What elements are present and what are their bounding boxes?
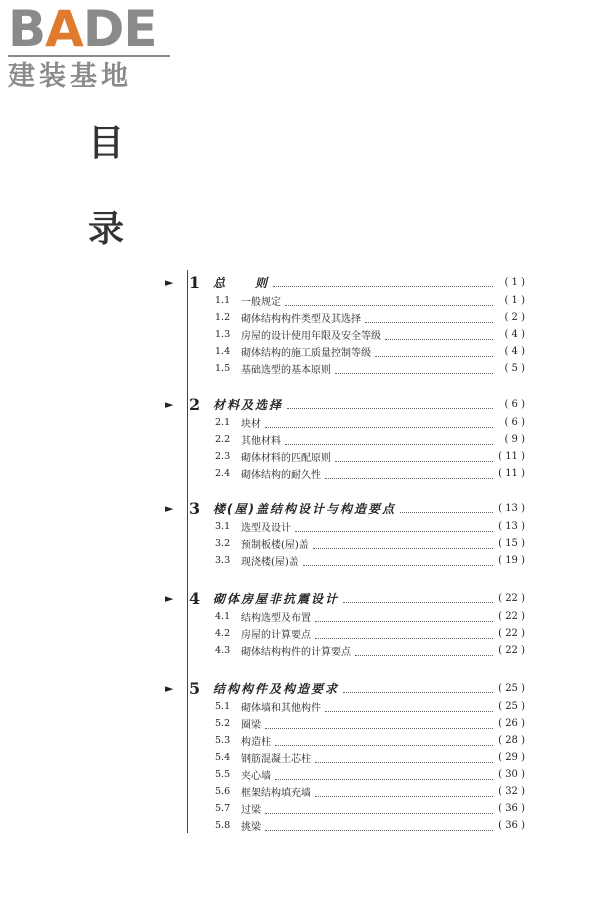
section-number: 5.7 [215, 803, 231, 814]
page-number: ( 22 ) [498, 645, 525, 656]
page-number: ( 25 ) [498, 682, 525, 694]
page-number: ( 22 ) [498, 628, 525, 639]
chapter-number: 1 [189, 272, 201, 292]
page-number: ( 1 ) [504, 295, 525, 306]
section-title: 预制板楼(屋)盖 [241, 540, 309, 551]
arrow-right-icon: ► [165, 681, 174, 695]
section-title: 一般规定 [241, 297, 281, 308]
section-title: 砌体结构的施工质量控制等级 [241, 348, 371, 359]
toc-section-row[interactable] [165, 698, 525, 715]
toc-section-row[interactable] [165, 431, 525, 448]
section-number: 1.5 [215, 363, 231, 374]
toc-section-row[interactable] [165, 732, 525, 749]
page-number: ( 36 ) [498, 803, 525, 814]
leader-dots [265, 821, 493, 831]
logo-letter-a-accent: A [45, 0, 83, 58]
section-number: 5.1 [215, 701, 231, 712]
toc-section-row[interactable] [165, 642, 525, 659]
leader-dots [285, 296, 493, 306]
page-number: ( 4 ) [504, 329, 525, 340]
section-title: 其他材料 [241, 436, 281, 447]
leader-dots [375, 347, 493, 357]
section-title: 构造柱 [241, 737, 271, 748]
section-title: 砌体墙和其他构件 [241, 703, 321, 714]
section-title: 块材 [241, 419, 261, 430]
leader-dots [295, 522, 493, 532]
page-number: ( 13 ) [498, 521, 525, 532]
leader-dots [273, 277, 493, 287]
leader-dots [325, 469, 493, 479]
logo-letter-b: B [8, 0, 46, 58]
section-number: 5.6 [215, 786, 231, 797]
leader-dots [315, 753, 493, 763]
toc-section-row[interactable] [165, 309, 525, 326]
section-title: 挑梁 [241, 822, 261, 833]
leader-dots [287, 399, 493, 409]
section-title: 砌体结构构件的计算要点 [241, 647, 351, 658]
leader-dots [325, 702, 493, 712]
section-number: 5.3 [215, 735, 231, 746]
page-number: ( 6 ) [504, 417, 525, 428]
toc-chapter-row[interactable] [165, 394, 525, 414]
section-title: 钢筋混凝土芯柱 [241, 754, 311, 765]
leader-dots [315, 612, 493, 622]
logo-subtitle: 建装基地 [8, 61, 132, 92]
page-number: ( 25 ) [498, 701, 525, 712]
page-number: ( 4 ) [504, 346, 525, 357]
section-number: 2.4 [215, 468, 231, 479]
section-title: 砌体材料的匹配原则 [241, 453, 331, 464]
toc-section-row[interactable] [165, 326, 525, 343]
section-title: 房屋的设计使用年限及安全等级 [241, 331, 381, 342]
chapter-title: 砌体房屋非抗震设计 [213, 591, 340, 606]
section-title: 结构选型及布置 [241, 613, 311, 624]
page-number: ( 29 ) [498, 752, 525, 763]
toc-chapter [165, 588, 525, 659]
bade-logo [8, 0, 178, 93]
heading-char-lu: 录 [88, 209, 125, 250]
page-number: ( 22 ) [498, 611, 525, 622]
page-number: ( 19 ) [498, 555, 525, 566]
logo-wordmark [8, 0, 178, 58]
chapter-number: 4 [189, 588, 201, 608]
section-number: 5.2 [215, 718, 231, 729]
leader-dots [315, 629, 493, 639]
page-number: ( 30 ) [498, 769, 525, 780]
toc-section-row[interactable] [165, 414, 525, 431]
leader-dots [335, 364, 493, 374]
section-number: 4.2 [215, 628, 231, 639]
toc-section-row[interactable] [165, 766, 525, 783]
page-number: ( 13 ) [498, 502, 525, 514]
page-number: ( 28 ) [498, 735, 525, 746]
toc-chapter-row[interactable] [165, 498, 525, 518]
toc-chapter-row[interactable] [165, 588, 525, 608]
leader-dots [365, 313, 493, 323]
toc-chapter [165, 678, 525, 834]
section-title: 砌体结构构件类型及其选择 [241, 314, 361, 325]
toc-section-row[interactable] [165, 800, 525, 817]
toc-section-row[interactable] [165, 817, 525, 834]
section-title: 框架结构填充墙 [241, 788, 311, 799]
page-number: ( 6 ) [504, 398, 525, 410]
section-title: 过梁 [241, 805, 261, 816]
toc-section-row[interactable] [165, 625, 525, 642]
toc-section-row[interactable] [165, 292, 525, 309]
toc-section-row[interactable] [165, 783, 525, 800]
page-number: ( 32 ) [498, 786, 525, 797]
toc-chapter-row[interactable] [165, 678, 525, 698]
section-number: 5.8 [215, 820, 231, 831]
leader-dots [385, 330, 493, 340]
section-title: 现浇楼(屋)盖 [241, 557, 299, 568]
leader-dots [265, 719, 493, 729]
section-number: 3.2 [215, 538, 231, 549]
chapter-title: 楼(屋)盖结构设计与构造要点 [213, 501, 396, 516]
section-number: 5.4 [215, 752, 231, 763]
page-number: ( 22 ) [498, 592, 525, 604]
section-number: 1.3 [215, 329, 231, 340]
leader-dots [343, 683, 493, 693]
chapter-number: 2 [189, 394, 201, 414]
section-number: 1.2 [215, 312, 231, 323]
leader-dots [343, 593, 493, 603]
section-number: 3.1 [215, 521, 231, 532]
toc-chapter [165, 272, 525, 377]
leader-dots [303, 556, 493, 566]
toc-section-row[interactable] [165, 749, 525, 766]
toc-section-row[interactable] [165, 360, 525, 377]
section-number: 5.5 [215, 769, 231, 780]
page-number: ( 1 ) [504, 276, 525, 288]
leader-dots [265, 804, 493, 814]
toc-section-row[interactable] [165, 715, 525, 732]
leader-dots [275, 770, 493, 780]
leader-dots [315, 787, 493, 797]
section-number: 1.1 [215, 295, 231, 306]
toc-section-row[interactable] [165, 518, 525, 535]
arrow-right-icon: ► [165, 591, 174, 605]
page-number: ( 11 ) [498, 451, 525, 462]
section-title: 圈梁 [241, 720, 261, 731]
toc-section-row[interactable] [165, 608, 525, 625]
section-number: 4.3 [215, 645, 231, 656]
toc-section-row[interactable] [165, 343, 525, 360]
arrow-right-icon: ► [165, 501, 174, 515]
section-number: 1.4 [215, 346, 231, 357]
toc-section-row[interactable] [165, 448, 525, 465]
section-title: 房屋的计算要点 [241, 630, 311, 641]
chapter-number: 3 [189, 498, 201, 518]
section-number: 2.1 [215, 417, 231, 428]
toc-section-row[interactable] [165, 552, 525, 569]
toc-chapter [165, 394, 525, 482]
arrow-right-icon: ► [165, 397, 174, 411]
section-title: 基础选型的基本原则 [241, 365, 331, 376]
leader-dots [313, 539, 493, 549]
logo-letters-de: DE [82, 0, 157, 58]
toc-section-row[interactable] [165, 535, 525, 552]
page-number: ( 5 ) [504, 363, 525, 374]
toc-chapter-row[interactable] [165, 272, 525, 292]
leader-dots [275, 736, 493, 746]
chapter-title: 结构构件及构造要求 [213, 681, 340, 696]
section-title: 选型及设计 [241, 523, 291, 534]
page-number: ( 9 ) [504, 434, 525, 445]
leader-dots [265, 418, 493, 428]
page-number: ( 36 ) [498, 820, 525, 831]
leader-dots [335, 452, 493, 462]
leader-dots [355, 646, 493, 656]
section-number: 2.2 [215, 434, 231, 445]
page-number: ( 2 ) [504, 312, 525, 323]
chapter-title: 材料及选择 [213, 397, 284, 412]
arrow-right-icon: ► [165, 275, 174, 289]
chapter-number: 5 [189, 678, 201, 698]
leader-dots [285, 435, 493, 445]
section-number: 4.1 [215, 611, 231, 622]
section-number: 3.3 [215, 555, 231, 566]
chapter-title: 总 则 [213, 275, 270, 290]
section-title: 砌体结构的耐久性 [241, 470, 321, 481]
page-number: ( 11 ) [498, 468, 525, 479]
leader-dots [400, 503, 493, 513]
toc-section-row[interactable] [165, 465, 525, 482]
toc-chapter [165, 498, 525, 569]
section-number: 2.3 [215, 451, 231, 462]
page-number: ( 26 ) [498, 718, 525, 729]
section-title: 夹心墙 [241, 771, 271, 782]
page-number: ( 15 ) [498, 538, 525, 549]
heading-char-mu: 目 [88, 123, 125, 164]
